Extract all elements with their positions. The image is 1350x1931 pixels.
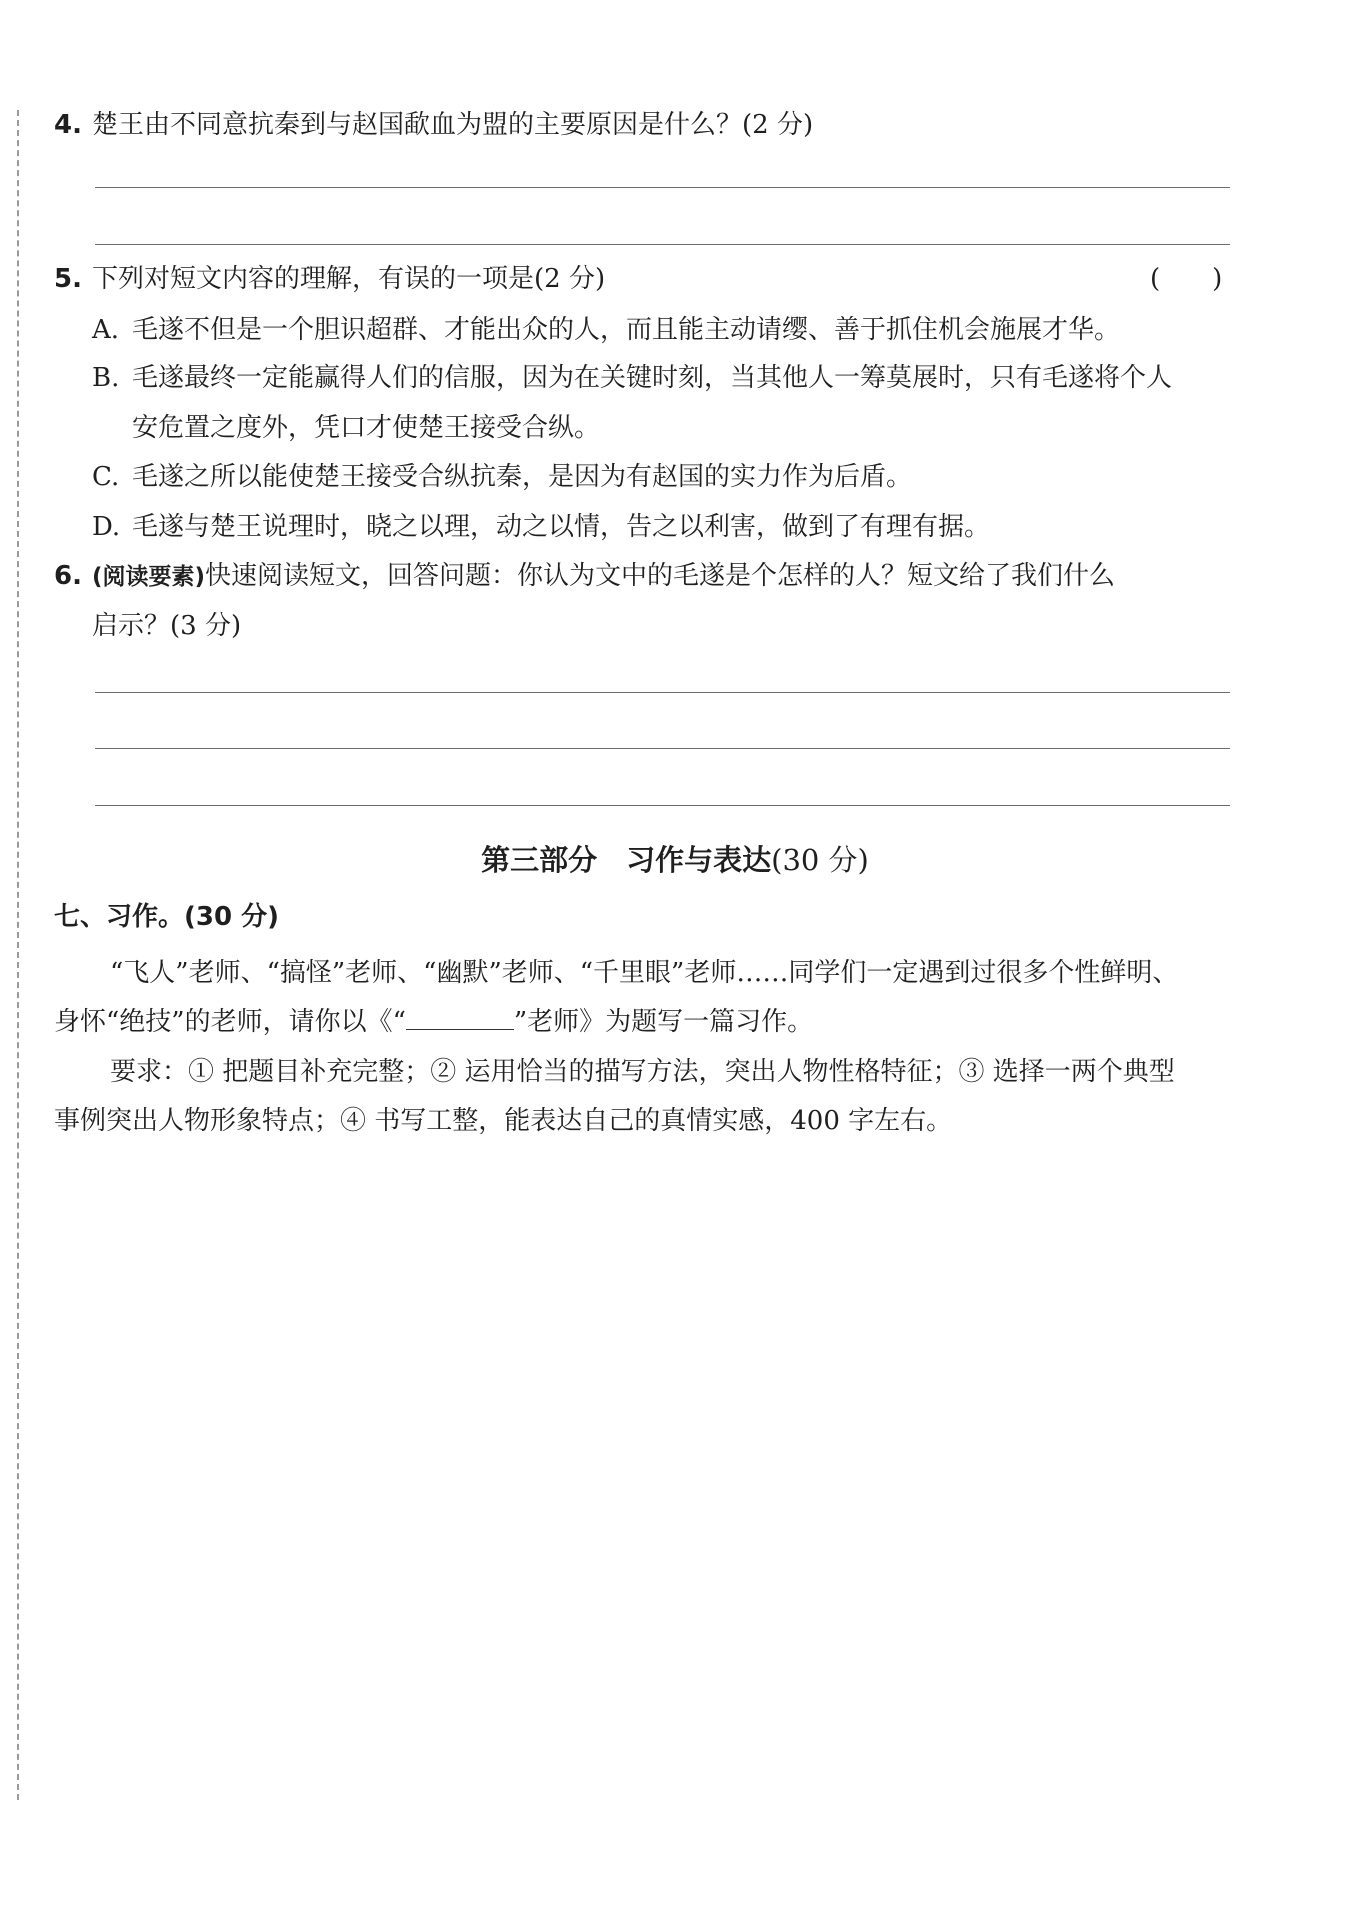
option-d-letter: D.	[92, 512, 121, 542]
part-3-title	[0, 840, 1350, 880]
section-7-heading: 七、习作。(30 分)	[54, 902, 279, 932]
answer-bracket-q5[interactable]: ( )	[1150, 264, 1223, 294]
option-a	[92, 313, 1120, 347]
part-3-title-text: 第三部分 习作与表达	[481, 843, 772, 877]
question-4-text: 楚王由不同意抗秦到与赵国歃血为盟的主要原因是什么？(2 分)	[92, 110, 814, 140]
option-c-text: 毛遂之所以能使楚王接受合纵抗秦，是因为有赵国的实力作为后盾。	[132, 462, 913, 492]
answer-line-q4-1[interactable]	[95, 187, 1230, 188]
part-3-points: (30 分)	[771, 843, 869, 877]
question-6	[54, 559, 1115, 594]
answer-line-q6-1[interactable]	[95, 692, 1230, 693]
question-6-text-continued: 启示？(3 分)	[92, 611, 242, 641]
answer-line-q6-2[interactable]	[95, 748, 1230, 749]
option-b	[92, 361, 1172, 395]
binding-margin-dashed-line	[17, 110, 19, 1800]
title-prompt-prefix: 身怀“绝技”的老师，请你以《“	[54, 1007, 406, 1037]
question-6-number: 6.	[54, 561, 82, 591]
question-5	[54, 262, 605, 296]
option-b-text: 毛遂最终一定能赢得人们的信服，因为在关键时刻，当其他人一筹莫展时，只有毛遂将个人	[132, 363, 1173, 393]
question-6-tag: (阅读要素)	[92, 564, 206, 590]
section-7-paragraph-1-line-1: “飞人”老师、“搞怪”老师、“幽默”老师、“千里眼”老师……同学们一定遇到过很多个性鲜明、	[110, 958, 1179, 988]
title-blank[interactable]	[406, 1005, 514, 1030]
option-b-text-continued: 安危置之度外，凭口才使楚王接受合纵。	[132, 413, 601, 443]
question-4-number: 4.	[54, 110, 82, 140]
answer-line-q4-2[interactable]	[95, 244, 1230, 245]
question-5-number: 5.	[54, 264, 82, 294]
question-6-text: 快速阅读短文，回答问题：你认为文中的毛遂是个怎样的人？短文给了我们什么	[205, 561, 1116, 591]
answer-line-q6-3[interactable]	[95, 805, 1230, 806]
section-7-requirements-line-1: 要求：① 把题目补充完整；② 运用恰当的描写方法，突出人物性格特征；③ 选择一两个典型	[110, 1057, 1175, 1087]
section-7-paragraph-1-line-2	[54, 1005, 813, 1039]
title-prompt-suffix: ”老师》为题写一篇习作。	[513, 1007, 814, 1037]
question-4	[54, 108, 813, 142]
question-5-text: 下列对短文内容的理解，有误的一项是(2 分)	[92, 264, 606, 294]
option-d-text: 毛遂与楚王说理时，晓之以理，动之以情，告之以利害，做到了有理有据。	[132, 512, 991, 542]
option-d	[92, 510, 990, 544]
option-c-letter: C.	[92, 462, 120, 492]
option-c	[92, 460, 912, 494]
option-a-text: 毛遂不但是一个胆识超群、才能出众的人，而且能主动请缨、善于抓住机会施展才华。	[132, 315, 1121, 345]
section-7-requirements-line-2: 事例突出人物形象特点；④ 书写工整，能表达自己的真情实感，400 字左右。	[54, 1106, 953, 1136]
option-a-letter: A.	[92, 315, 120, 345]
option-b-letter: B.	[92, 363, 120, 393]
